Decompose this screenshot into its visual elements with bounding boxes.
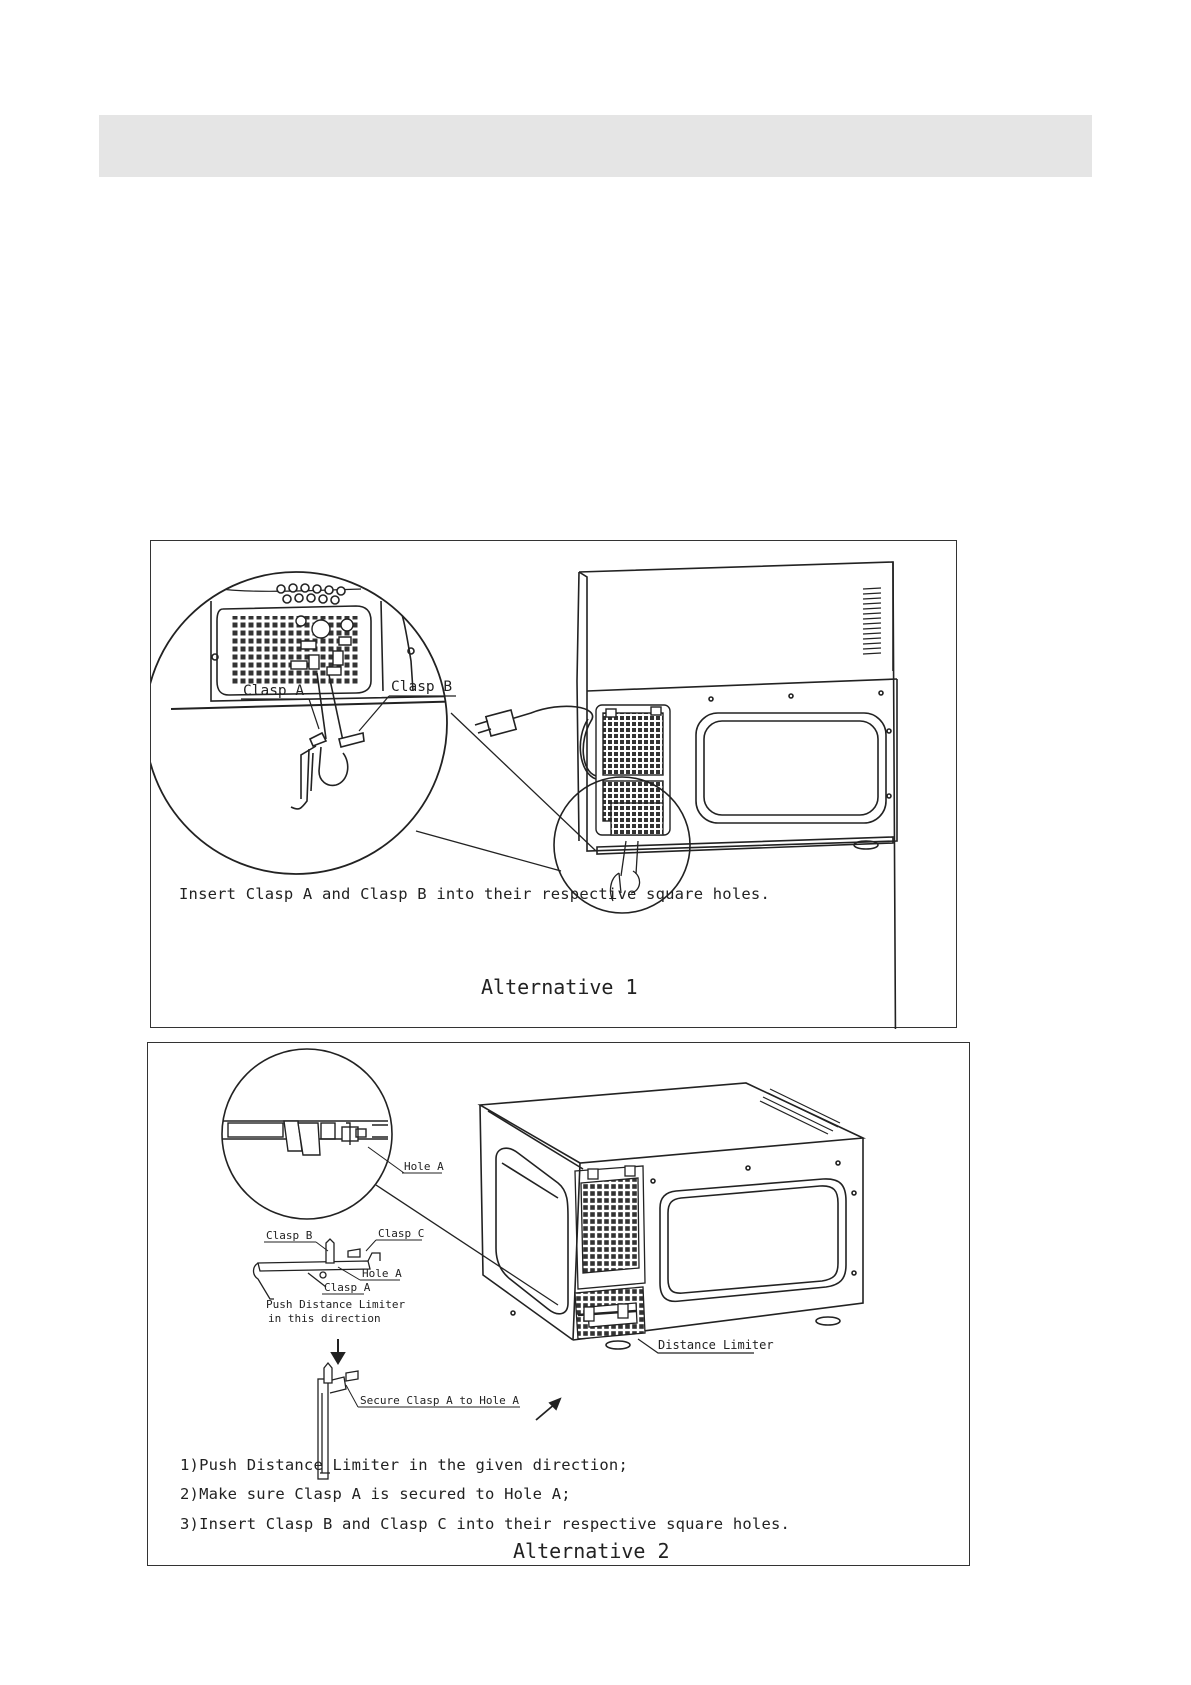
step-3: 3)Insert Clasp B and Clasp C into their respective square holes. xyxy=(180,1515,791,1533)
alternative-1-caption: Alternative 1 xyxy=(481,975,638,999)
push-direction-label-2: in this direction xyxy=(268,1312,381,1325)
distance-limiter-label: Distance Limiter xyxy=(658,1338,774,1352)
clasp-a-label: Clasp A xyxy=(243,683,305,699)
clasp-c-label: Clasp C xyxy=(378,1227,425,1240)
down-arrow-icon xyxy=(332,1339,344,1363)
microwave-rear-view-2 xyxy=(480,1083,863,1349)
alternative-1-illustration xyxy=(151,541,958,1029)
step-2: 2)Make sure Clasp A is secured to Hole A; xyxy=(180,1485,571,1503)
clasp-b-label: Clasp B xyxy=(391,679,453,695)
rear-grille-2 xyxy=(575,1166,645,1339)
clasp-a-label-2: Clasp A xyxy=(324,1281,371,1294)
alternative-1-instruction: Insert Clasp A and Clasp B into their respective square holes. xyxy=(179,885,770,903)
hole-a-zoom-label: Hole A xyxy=(404,1160,444,1173)
step-1: 1)Push Distance Limiter in the given direction; xyxy=(180,1456,628,1474)
alternative-1-panel xyxy=(150,540,957,1028)
clasp-b-label-2: Clasp B xyxy=(266,1229,313,1242)
secure-clasp-label: Secure Clasp A to Hole A xyxy=(360,1394,519,1407)
push-direction-label-1: Push Distance Limiter xyxy=(266,1298,406,1311)
alternative-2-caption: Alternative 2 xyxy=(513,1539,670,1563)
zoom-leader-line-2 xyxy=(376,1185,558,1305)
header-band xyxy=(99,115,1092,177)
direction-arrow-icon xyxy=(536,1399,560,1420)
hole-a-label: Hole A xyxy=(362,1267,402,1280)
alternative-2-panel xyxy=(147,1042,970,1566)
part-labels xyxy=(264,1227,424,1325)
